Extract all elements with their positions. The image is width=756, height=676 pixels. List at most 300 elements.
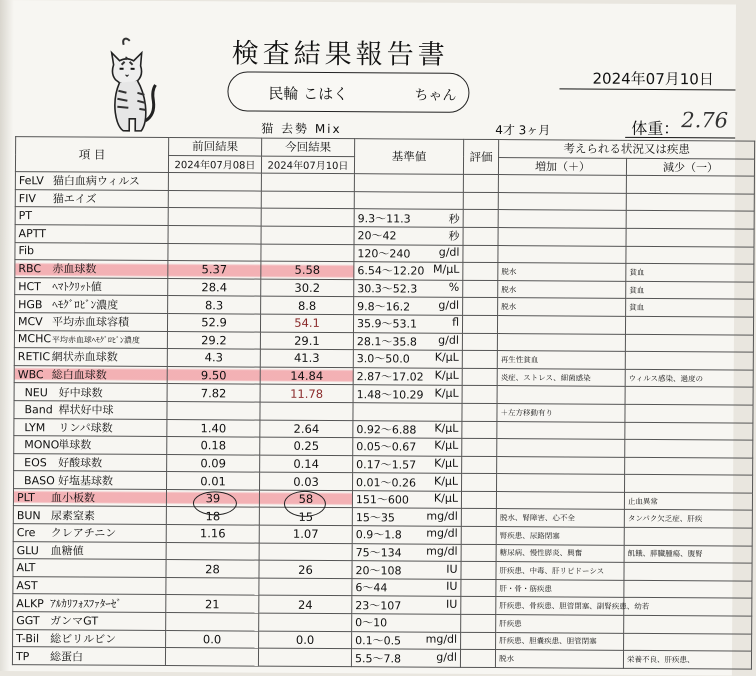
reference-unit: 秒 xyxy=(449,228,460,244)
evaluation xyxy=(462,421,497,439)
evaluation xyxy=(463,298,498,316)
report-date-underline xyxy=(559,88,735,90)
decrease-conditions xyxy=(624,615,752,633)
cat-illustration-icon xyxy=(99,35,162,135)
reference-range xyxy=(354,279,463,297)
reference-unit: M/μL xyxy=(433,263,459,279)
test-name: 血糖値 xyxy=(51,544,84,557)
test-name-cell xyxy=(14,400,167,419)
prev-result: 39 xyxy=(166,489,259,507)
test-abbr: TP xyxy=(16,650,50,663)
reference-unit: mg/dl xyxy=(426,509,458,525)
test-name: 網状赤血球数 xyxy=(52,351,118,364)
test-name: 平均赤血球ﾍﾓｸﾞﾛﾋﾞﾝ濃度 xyxy=(52,336,140,346)
increase-conditions xyxy=(497,421,625,439)
evaluation xyxy=(461,614,496,632)
cur-result: 8.8 xyxy=(261,296,354,314)
reference-range xyxy=(354,244,463,262)
weight-value: 2.76 xyxy=(681,108,728,132)
reference-range xyxy=(353,367,462,385)
evaluation xyxy=(463,280,498,298)
evaluation xyxy=(463,210,498,228)
test-name-cell xyxy=(13,594,166,613)
reference-unit: mg/dl xyxy=(426,527,458,543)
reference-value: 35.9～53.1 xyxy=(357,315,417,331)
prev-result: 0.09 xyxy=(167,454,260,472)
cur-result xyxy=(261,226,354,244)
patient-name-suffix: ちゃん xyxy=(414,85,456,105)
test-name-cell xyxy=(15,295,168,314)
reference-value: 28.1～35.8 xyxy=(357,333,417,349)
increase-conditions: 肝疾患、胆嚢疾患、胆管閉塞 xyxy=(496,632,624,650)
decrease-conditions xyxy=(625,351,753,369)
test-name-cell xyxy=(13,541,166,560)
reference-unit: mg/dl xyxy=(426,545,458,561)
test-name-cell xyxy=(14,383,167,402)
prev-result: 28 xyxy=(166,560,259,578)
cur-result xyxy=(261,173,354,191)
test-name-cell xyxy=(14,418,167,437)
decrease-conditions xyxy=(625,422,753,440)
prev-result: 7.82 xyxy=(167,384,260,402)
test-name: 総白血球数 xyxy=(52,368,107,381)
header-item: 項 目 xyxy=(15,137,168,173)
reference-unit: g/dl xyxy=(438,334,459,350)
test-abbr: Fib xyxy=(18,244,52,257)
hand-circle-plt-cur xyxy=(284,491,326,517)
evaluation xyxy=(462,386,497,404)
evaluation xyxy=(461,562,496,580)
decrease-conditions xyxy=(624,563,752,581)
reference-unit: g/dl xyxy=(438,298,459,314)
evaluation xyxy=(461,597,496,615)
reference-range xyxy=(352,631,461,649)
test-abbr: HGB xyxy=(18,298,52,311)
decrease-conditions xyxy=(624,527,752,545)
test-abbr: ALKP xyxy=(16,597,50,610)
prev-result: 8.3 xyxy=(168,296,261,314)
reference-value: 2.87～17.02 xyxy=(357,368,424,384)
increase-conditions: ＋左方移動有り xyxy=(497,403,625,421)
cur-result xyxy=(261,208,354,226)
evaluation xyxy=(460,650,495,668)
test-name-cell xyxy=(15,172,168,191)
increase-conditions xyxy=(498,210,626,228)
test-abbr: MCV xyxy=(18,315,52,328)
test-name: 好塩基球数 xyxy=(58,474,113,487)
cur-result: 1.07 xyxy=(259,525,352,543)
reference-unit: IU xyxy=(446,562,457,578)
reference-range xyxy=(353,403,462,421)
decrease-conditions: 貧血 xyxy=(626,299,754,317)
cur-result xyxy=(261,244,354,262)
reference-unit: % xyxy=(449,281,460,297)
test-abbr: WBC xyxy=(18,368,52,381)
prev-result: 9.50 xyxy=(167,366,260,384)
test-name: 尿素窒素 xyxy=(51,509,95,522)
decrease-conditions xyxy=(626,193,754,211)
increase-conditions: 脱水 xyxy=(498,263,626,281)
weight-label: 体重： xyxy=(631,116,679,139)
test-abbr: NEU xyxy=(25,386,59,399)
increase-conditions xyxy=(497,333,625,351)
evaluation xyxy=(462,474,497,492)
increase-conditions xyxy=(497,474,625,492)
evaluation xyxy=(461,526,496,544)
decrease-conditions xyxy=(624,580,752,598)
reference-value: 9.8～16.2 xyxy=(357,298,410,314)
decrease-conditions xyxy=(626,211,754,229)
reference-range xyxy=(352,614,461,632)
test-abbr: RBC xyxy=(18,263,52,276)
test-abbr: GLU xyxy=(17,544,51,557)
cur-result: 24 xyxy=(259,596,352,614)
prev-result xyxy=(168,243,261,261)
reference-range xyxy=(354,297,463,315)
decrease-conditions xyxy=(625,334,753,352)
reference-unit: mg/dl xyxy=(426,633,458,649)
cur-result: 29.1 xyxy=(260,332,353,350)
test-name: 総蛋白 xyxy=(50,650,83,663)
reference-range xyxy=(354,262,463,280)
cur-result: 15 xyxy=(259,508,352,526)
reference-range xyxy=(354,191,463,209)
decrease-conditions xyxy=(625,475,753,493)
test-name-cell xyxy=(15,189,168,208)
header-increase: 増加（＋） xyxy=(498,157,626,175)
test-abbr: AST xyxy=(16,579,50,592)
reference-unit: K/μL xyxy=(434,439,458,455)
evaluation xyxy=(461,579,496,597)
header-cur-date: 2024年07月10日 xyxy=(261,156,354,174)
decrease-conditions xyxy=(625,316,753,334)
test-name: ﾍﾏﾄｸﾘｯﾄ値 xyxy=(52,280,102,293)
cur-result xyxy=(259,543,352,561)
reference-range xyxy=(353,332,462,350)
decrease-conditions: 止血異常 xyxy=(624,492,752,510)
test-abbr: PLT xyxy=(17,491,51,504)
evaluation xyxy=(461,544,496,562)
prev-result: 29.2 xyxy=(167,331,260,349)
test-name: 好酸球数 xyxy=(58,456,102,469)
evaluation xyxy=(463,175,498,193)
test-abbr: ALT xyxy=(16,561,50,574)
reference-value: 6.54～12.20 xyxy=(357,263,424,279)
test-abbr: RETIC xyxy=(18,351,52,364)
decrease-conditions xyxy=(625,404,753,422)
header-eval: 評価 xyxy=(463,139,498,174)
cur-result xyxy=(261,191,354,209)
increase-conditions: 糖尿病、慢性膵炎、興奮 xyxy=(496,544,624,562)
lab-results-table xyxy=(12,136,755,669)
reference-range xyxy=(353,455,462,473)
increase-conditions: 肝疾患 xyxy=(496,615,624,633)
reference-unit: fl xyxy=(452,316,459,332)
evaluation xyxy=(462,368,497,386)
evaluation xyxy=(463,262,498,280)
test-name: 猫白血病ウィルス xyxy=(53,175,140,189)
increase-conditions: 脱水、腎障害、心不全 xyxy=(496,509,624,527)
reference-value: 75～134 xyxy=(356,544,402,560)
test-name: 好中球数 xyxy=(59,386,103,399)
increase-conditions xyxy=(498,228,626,246)
reference-unit: K/μL xyxy=(434,457,458,473)
reference-range xyxy=(352,543,461,561)
prev-result: 4.3 xyxy=(167,349,260,367)
cur-result: 54.1 xyxy=(260,314,353,332)
header-decrease: 減少（一） xyxy=(626,158,754,176)
test-name: 血小板数 xyxy=(51,491,95,504)
test-abbr: BASO xyxy=(24,474,58,487)
test-name: ﾍﾓｸﾞﾛﾋﾞﾝ濃度 xyxy=(52,298,118,311)
reference-unit: K/μL xyxy=(435,386,459,402)
prev-result: 0.18 xyxy=(167,437,260,455)
increase-conditions xyxy=(497,439,625,457)
reference-range xyxy=(353,315,462,333)
cur-result: 26 xyxy=(259,560,352,578)
test-abbr: HCT xyxy=(18,280,52,293)
test-name-cell xyxy=(14,453,167,472)
test-name: リンパ球数 xyxy=(58,421,112,434)
reference-unit: g/dl xyxy=(436,650,457,666)
reference-unit: K/μL xyxy=(435,351,459,367)
evaluation xyxy=(462,438,497,456)
evaluation xyxy=(461,509,496,527)
reference-unit: IU xyxy=(446,597,457,613)
evaluation xyxy=(463,192,498,210)
hand-circle-plt-prev xyxy=(193,491,237,515)
reference-range xyxy=(354,209,463,227)
test-name-cell xyxy=(14,313,167,332)
increase-conditions xyxy=(498,175,626,193)
prev-result xyxy=(167,401,260,419)
prev-result: 52.9 xyxy=(167,313,260,331)
cur-result: 30.2 xyxy=(261,279,354,297)
prev-result xyxy=(168,190,261,208)
test-name-cell xyxy=(15,242,168,261)
reference-range xyxy=(352,491,461,509)
reference-value: 1.48～10.29 xyxy=(357,386,424,402)
increase-conditions: 脱水 xyxy=(498,280,626,298)
reference-value: 0.92～6.88 xyxy=(356,421,416,437)
increase-conditions xyxy=(498,192,626,210)
test-name-cell xyxy=(13,576,166,595)
table-row xyxy=(12,647,751,669)
report-date: 2024年07月10日 xyxy=(592,68,713,90)
reference-unit: K/μL xyxy=(435,369,459,385)
reference-value: 0.1～0.5 xyxy=(355,632,401,648)
test-name-cell xyxy=(14,330,167,349)
test-name-cell xyxy=(13,629,166,648)
report-title: 検査結果報告書 xyxy=(232,31,449,71)
decrease-conditions xyxy=(624,633,752,651)
evaluation xyxy=(462,403,497,421)
increase-conditions: 肝疾患、中毒、肝リピドーシス xyxy=(496,562,624,580)
prev-result: 21 xyxy=(166,595,259,613)
header-prev-date: 2024年07月08日 xyxy=(168,155,261,173)
reference-value: 20～42 xyxy=(358,227,397,243)
reference-value: 30.3～52.3 xyxy=(357,280,417,296)
cur-result: 58 xyxy=(259,490,352,508)
increase-conditions xyxy=(497,315,625,333)
cur-result: 11.78 xyxy=(260,384,353,402)
patient-name-box xyxy=(227,71,469,112)
decrease-conditions xyxy=(625,387,753,405)
prev-result xyxy=(166,577,259,595)
lab-results-body xyxy=(12,172,754,669)
test-name-cell xyxy=(14,365,167,384)
reference-unit: IU xyxy=(446,580,457,596)
reference-value: 23～107 xyxy=(355,597,401,613)
prev-result: 1.16 xyxy=(166,525,259,543)
cur-result: 2.64 xyxy=(260,420,353,438)
reference-value: 3.0～50.0 xyxy=(357,351,410,367)
prev-result xyxy=(168,208,261,226)
evaluation xyxy=(462,456,497,474)
increase-conditions: 炎症、ストレス、細菌感染 xyxy=(497,368,625,386)
test-name: 桿状好中球 xyxy=(58,404,113,417)
decrease-conditions: 飢餓、膵臓腫瘍、腹腎 xyxy=(624,545,752,563)
test-abbr: Cre xyxy=(17,526,51,539)
test-name: 赤血球数 xyxy=(52,263,96,276)
test-abbr: LYM xyxy=(24,421,58,434)
reference-range xyxy=(353,473,462,491)
cur-result xyxy=(259,578,352,596)
species-breed: 猫 去勢 Mix xyxy=(261,120,342,137)
test-name-cell xyxy=(13,559,166,578)
test-abbr: APTT xyxy=(19,227,53,240)
test-abbr: GGT xyxy=(16,614,50,627)
prev-result: 28.4 xyxy=(168,278,261,296)
patient-age: 4才 3ヶ月 xyxy=(495,121,550,138)
cur-result: 41.3 xyxy=(260,349,353,367)
cur-result: 0.03 xyxy=(260,472,353,490)
reference-value: 5.5～7.8 xyxy=(355,650,401,666)
increase-conditions xyxy=(496,491,624,509)
patient-name: 民輪 こはく xyxy=(268,83,348,104)
prev-result: 0.01 xyxy=(167,472,260,490)
evaluation xyxy=(462,315,497,333)
test-name: 平均赤血球容積 xyxy=(52,316,129,329)
reference-value: 120～240 xyxy=(357,245,410,261)
increase-conditions: 肝・骨・筋疾患 xyxy=(496,579,624,597)
decrease-conditions: 栄養不良、肝疾患、 xyxy=(623,651,751,669)
decrease-conditions xyxy=(626,176,754,194)
decrease-conditions xyxy=(626,228,754,246)
cur-result: 14.84 xyxy=(260,367,353,385)
reference-range xyxy=(352,579,461,597)
test-name: 猫エイズ xyxy=(53,192,97,205)
test-abbr: FeLV xyxy=(19,175,53,188)
reference-range xyxy=(354,174,463,192)
cur-result: 5.58 xyxy=(261,261,354,279)
test-abbr: PT xyxy=(19,209,53,222)
reference-unit: K/μL xyxy=(434,492,458,508)
test-name-cell xyxy=(14,436,167,455)
decrease-conditions xyxy=(626,246,754,264)
reference-range xyxy=(352,508,461,526)
prev-result xyxy=(168,225,261,243)
test-abbr: T-Bil xyxy=(16,632,50,645)
reference-value: 15～35 xyxy=(356,509,395,525)
reference-range xyxy=(352,526,461,544)
reference-unit: K/μL xyxy=(434,474,458,490)
cur-result: 0.0 xyxy=(259,631,352,649)
test-abbr: MONO xyxy=(24,439,58,452)
test-name: 総ビリルビン xyxy=(50,632,116,645)
increase-conditions xyxy=(497,456,625,474)
reference-value: 0.05～0.67 xyxy=(356,439,416,455)
evaluation xyxy=(463,227,498,245)
increase-conditions xyxy=(498,245,626,263)
reference-value: 0.01～0.26 xyxy=(356,474,416,490)
reference-value: 6～44 xyxy=(355,579,387,595)
header-conditions: 考えられる状況又は疾患 xyxy=(499,140,755,159)
test-name: ｱﾙｶﾘﾌｫｽﾌｧﾀｰｾﾞ xyxy=(50,597,122,610)
test-name-cell xyxy=(14,348,167,367)
cur-result: 0.25 xyxy=(260,437,353,455)
prev-result: 5.37 xyxy=(168,261,261,279)
cur-result xyxy=(260,402,353,420)
reference-unit: K/μL xyxy=(434,421,458,437)
reference-range xyxy=(353,438,462,456)
test-name: 単球数 xyxy=(58,439,91,452)
decrease-conditions xyxy=(625,439,753,457)
increase-conditions: 脱水 xyxy=(495,650,623,668)
increase-conditions: 再生性貧血 xyxy=(497,351,625,369)
test-name: クレアチニン xyxy=(51,527,117,540)
test-name-cell xyxy=(15,207,168,226)
evaluation xyxy=(461,632,496,650)
reference-value: 9.3～11.3 xyxy=(358,210,411,226)
test-name-cell xyxy=(15,277,168,296)
decrease-conditions: タンパク欠乏症、肝疾 xyxy=(624,510,752,528)
header-cur: 今回結果 xyxy=(262,138,355,156)
prev-result: 0.0 xyxy=(166,630,259,648)
prev-result xyxy=(165,648,258,666)
test-name-cell xyxy=(12,647,165,666)
prev-result: 1.40 xyxy=(167,419,260,437)
cur-result xyxy=(259,613,352,631)
header-prev: 前回結果 xyxy=(169,138,262,156)
reference-range xyxy=(353,350,462,368)
test-name-cell xyxy=(13,506,166,525)
increase-conditions xyxy=(497,386,625,404)
test-name-cell xyxy=(13,524,166,543)
reference-range xyxy=(352,561,461,579)
increase-conditions: 腎疾患、尿路閉塞 xyxy=(496,527,624,545)
reference-range xyxy=(353,420,462,438)
reference-range xyxy=(354,227,463,245)
reference-range xyxy=(351,649,460,667)
prev-result: 18 xyxy=(166,507,259,525)
reference-range xyxy=(352,596,461,614)
increase-conditions: 脱水 xyxy=(498,298,626,316)
reference-range xyxy=(353,385,462,403)
test-name: ガンマGT xyxy=(50,615,98,628)
evaluation xyxy=(462,333,497,351)
reference-value: 0.17～1.57 xyxy=(356,456,416,472)
evaluation xyxy=(461,491,496,509)
prev-result xyxy=(168,173,261,191)
test-name-cell xyxy=(15,225,168,244)
test-abbr: BUN xyxy=(17,509,51,522)
test-name-cell xyxy=(15,260,168,279)
prev-result xyxy=(166,542,259,560)
cur-result: 0.14 xyxy=(260,455,353,473)
test-abbr: EOS xyxy=(24,456,58,469)
test-abbr: MCHC xyxy=(18,332,52,345)
